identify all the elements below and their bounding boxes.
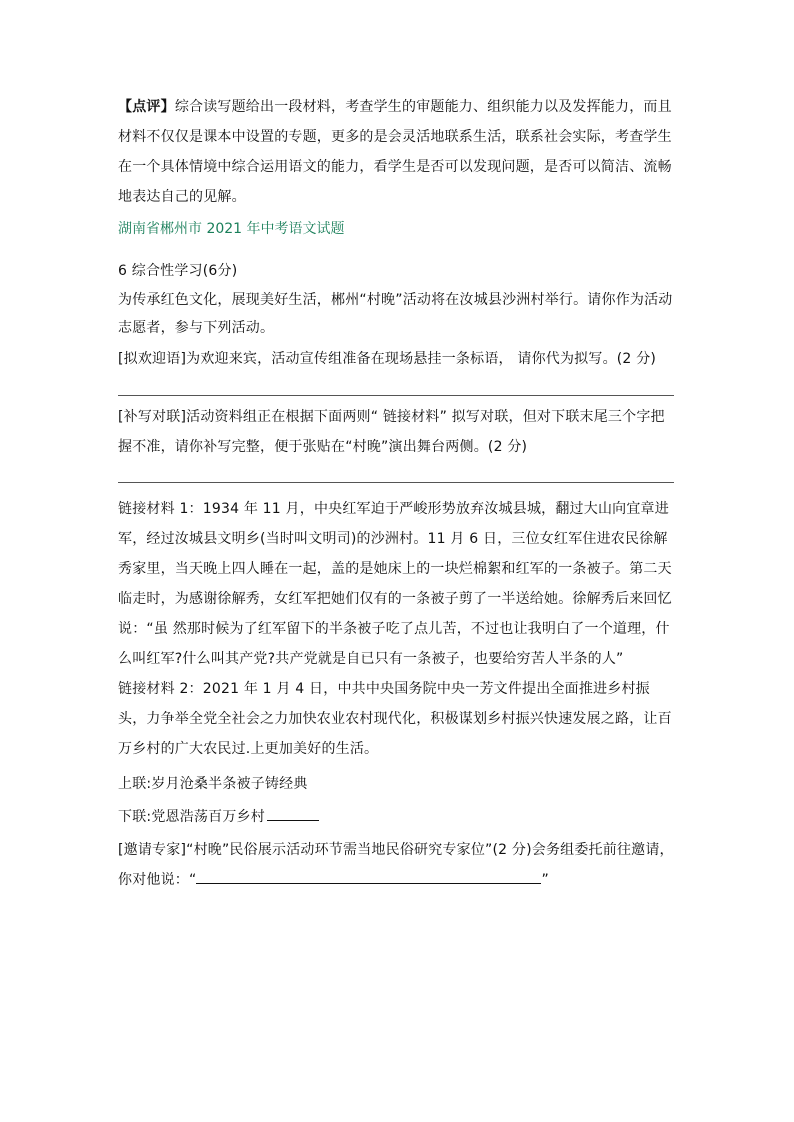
couplet-blank[interactable] — [267, 806, 319, 821]
task-invite-text: [邀请专家]“村晚”民俗展示活动环节需当地民俗研究专家位”(2 分)会务组委托前往邀请，你对他说：“ — [118, 842, 674, 888]
comment-paragraph — [118, 92, 678, 212]
link-material-1: 链接材料 1：1934 年 11 月，中央红军迫于严峻形势放弃汝城县城，翻过大山向宜章进军，经过汝城县文明乡(当时叫文明司)的沙洲村。11 月 6 日，三位女红军住进农民徐解秀家里，当天晚上四人睡在一起，盖的是她床上的一块烂棉絮和红军的一条被子。第二天临走时，为感谢徐解秀，女红军把她们仅有的一条被子剪了一半送给她。徐解秀后来回忆说：“虽 然那时候为了红军留下的半条被子吃了点儿苦，不过也让我明白了一个道理，什么叫红军?什么叫其产党?共产党就是自已只有一条被子，也要给穷苦人半条的人” — [118, 501, 672, 667]
document-page — [118, 92, 678, 895]
link-material-2: 链接材料 2：2021 年 1 月 4 日，中共中央国务院中央一芳文件提出全面推进乡村振头，力争举全党全社会之力加快农业农村现代化，积极谋划乡村振兴快速发展之路，让百万乡村的广大农民过.上更加美好的生活。 — [118, 681, 672, 757]
comment-text: 综合读写题给出一段材料，考查学生的审题能力、组织能力以及发挥能力，而且材料不仅仅是课本中设置的专题，更多的是会灵活地联系生活，联系社会实际，考查学生在一个具体情境中综合运用语文的能力，看学生是否可以发现问题，是否可以简洁、流畅地表达自己的见解。 — [118, 99, 672, 205]
task-invite-expert — [118, 835, 678, 895]
lower-couplet: 下联:党恩浩荡百万乡村 — [118, 808, 265, 825]
task-couplet: [补写对联]活动资料组正在根据下面两则“ 链接材料” 拟写对联，但对下联末尾三个字把握不准，请你补写完整，便于张贴在“村晚”演出舞台两侧。(2 分) — [118, 409, 665, 455]
section-title: 湖南省郴州市 2021 年中考语文试题 — [118, 221, 345, 237]
lower-couplet-row — [118, 803, 678, 832]
upper-couplet: 上联:岁月沧桑半条被子铸经典 — [118, 776, 308, 792]
invite-answer-blank[interactable] — [196, 869, 541, 884]
question-intro: 为传承红色文化，展现美好生活，郴州“村晚”活动将在汝城县沙洲村举行。请你作为活动志愿者，参与下列活动。 — [118, 291, 673, 336]
comment-label: 【点评】 — [118, 99, 175, 115]
question-heading: 6 综合性学习(6分) — [118, 263, 238, 279]
invite-close-quote: ” — [541, 872, 549, 888]
task-welcome-slogan: [拟欢迎语]为欢迎来宾，活动宣传组准备在现场悬挂一条标语， 请你代为拟写。(2 分) — [118, 350, 657, 367]
